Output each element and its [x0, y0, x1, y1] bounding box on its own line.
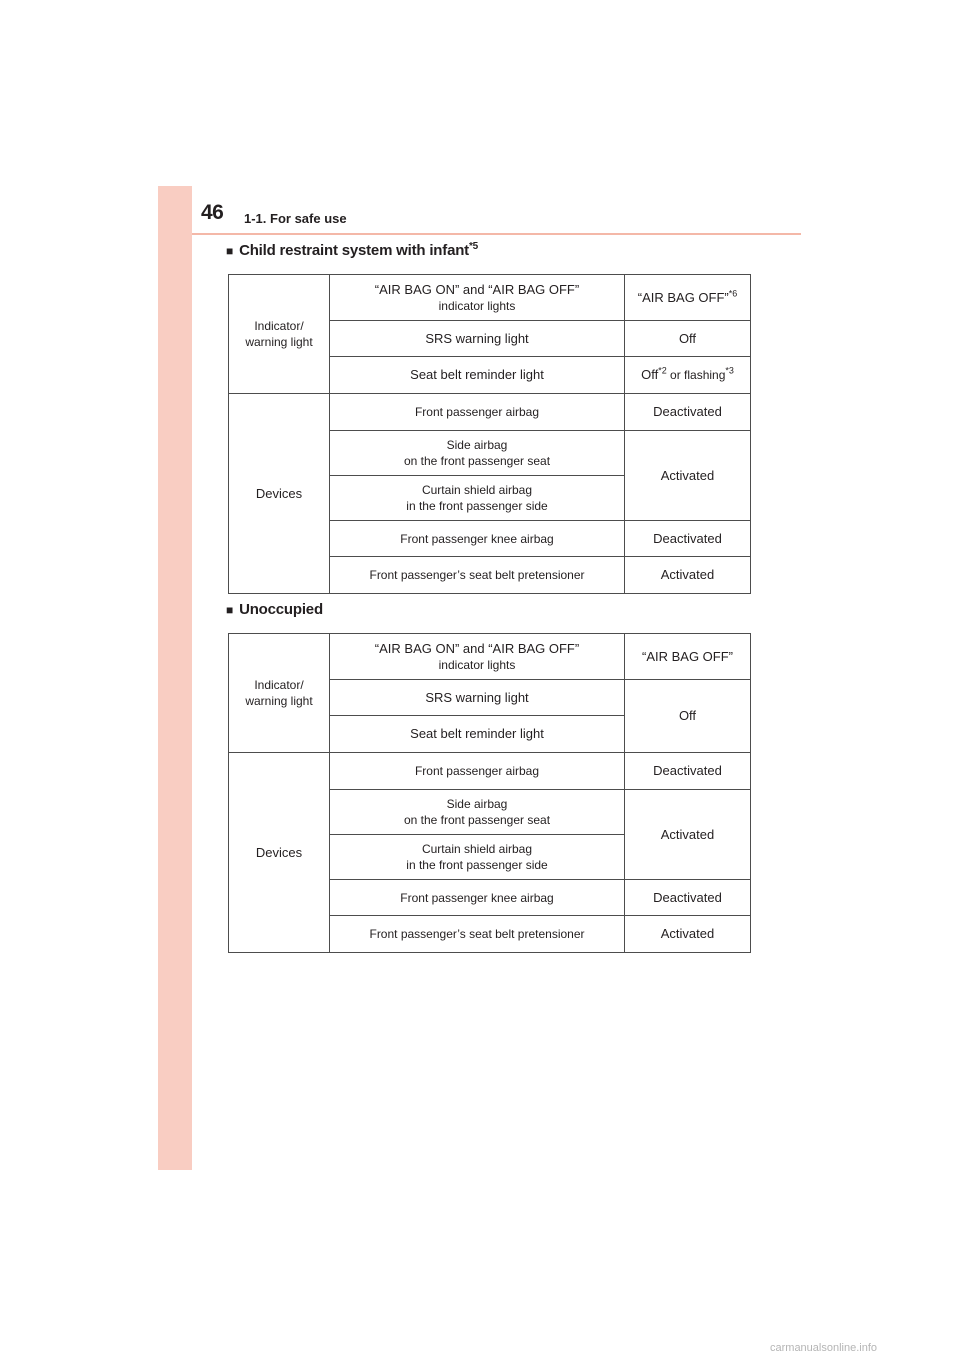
- heading-unoccupied: ■ Unoccupied: [226, 601, 323, 618]
- row-label-side-airbag: Side airbag on the front passenger seat: [330, 790, 625, 835]
- group-label-indicator: Indicator/ warning light: [229, 634, 330, 753]
- watermark: carmanualsonline.info: [770, 1342, 878, 1354]
- group-label-devices: Devices: [229, 753, 330, 953]
- row-value-airbag-lights: “AIR BAG OFF”: [625, 634, 751, 680]
- row-label-srs: SRS warning light: [330, 680, 625, 716]
- table-row: [229, 753, 751, 790]
- group-label-indicator: Indicator/ warning light: [229, 275, 330, 394]
- row-label-seatbelt: Seat belt reminder light: [330, 716, 625, 753]
- row-value-front-airbag: Deactivated: [625, 753, 751, 790]
- row-value-seatbelt: Off$^{*2}$ or flashing$^{*3}$: [625, 357, 751, 394]
- row-label-srs: SRS warning light: [330, 321, 625, 357]
- row-value-side-curtain: Activated: [625, 431, 751, 521]
- page-number: 46: [201, 201, 224, 224]
- side-tab-bar: [158, 186, 192, 1170]
- row-label-pretensioner: Front passenger’s seat belt pretensioner: [330, 557, 625, 594]
- airbag-status-table-unoccupied: [228, 633, 751, 953]
- row-label-airbag-lights: “AIR BAG ON” and “AIR BAG OFF” indicator lights: [330, 634, 625, 680]
- row-label-curtain-airbag: Curtain shield airbag in the front passenger side: [330, 835, 625, 880]
- row-label-front-airbag: Front passenger airbag: [330, 394, 625, 431]
- row-label-airbag-lights: “AIR BAG ON” and “AIR BAG OFF” indicator lights: [330, 275, 625, 321]
- row-label-pretensioner: Front passenger’s seat belt pretensioner: [330, 916, 625, 953]
- row-label-knee-airbag: Front passenger knee airbag: [330, 880, 625, 916]
- square-bullet-icon: ■: [226, 603, 234, 617]
- row-value-srs: Off: [625, 321, 751, 357]
- footnote-ref: *5: [468, 241, 479, 252]
- table-row: [229, 275, 751, 321]
- airbag-status-table-infant: [228, 274, 751, 594]
- table-row: [229, 634, 751, 680]
- row-value-srs-seatbelt: Off: [625, 680, 751, 753]
- section-title: 1-1. For safe use: [244, 211, 347, 226]
- row-label-front-airbag: Front passenger airbag: [330, 753, 625, 790]
- square-bullet-icon: ■: [226, 244, 234, 258]
- row-value-front-airbag: Deactivated: [625, 394, 751, 431]
- row-label-side-airbag: Side airbag on the front passenger seat: [330, 431, 625, 476]
- row-label-curtain-airbag: Curtain shield airbag in the front passenger side: [330, 476, 625, 521]
- row-value-knee-airbag: Deactivated: [625, 880, 751, 916]
- row-value-pretensioner: Activated: [625, 557, 751, 594]
- table-row: [229, 394, 751, 431]
- header-divider: [192, 233, 801, 235]
- heading-child-restraint: ■ Child restraint system with infant$^{*5}$: [226, 241, 479, 259]
- row-label-seatbelt: Seat belt reminder light: [330, 357, 625, 394]
- row-label-knee-airbag: Front passenger knee airbag: [330, 521, 625, 557]
- group-label-devices: Devices: [229, 394, 330, 594]
- row-value-side-curtain: Activated: [625, 790, 751, 880]
- row-value-pretensioner: Activated: [625, 916, 751, 953]
- row-value-knee-airbag: Deactivated: [625, 521, 751, 557]
- row-value-airbag-lights: “AIR BAG OFF”$^{*6}$: [625, 275, 751, 321]
